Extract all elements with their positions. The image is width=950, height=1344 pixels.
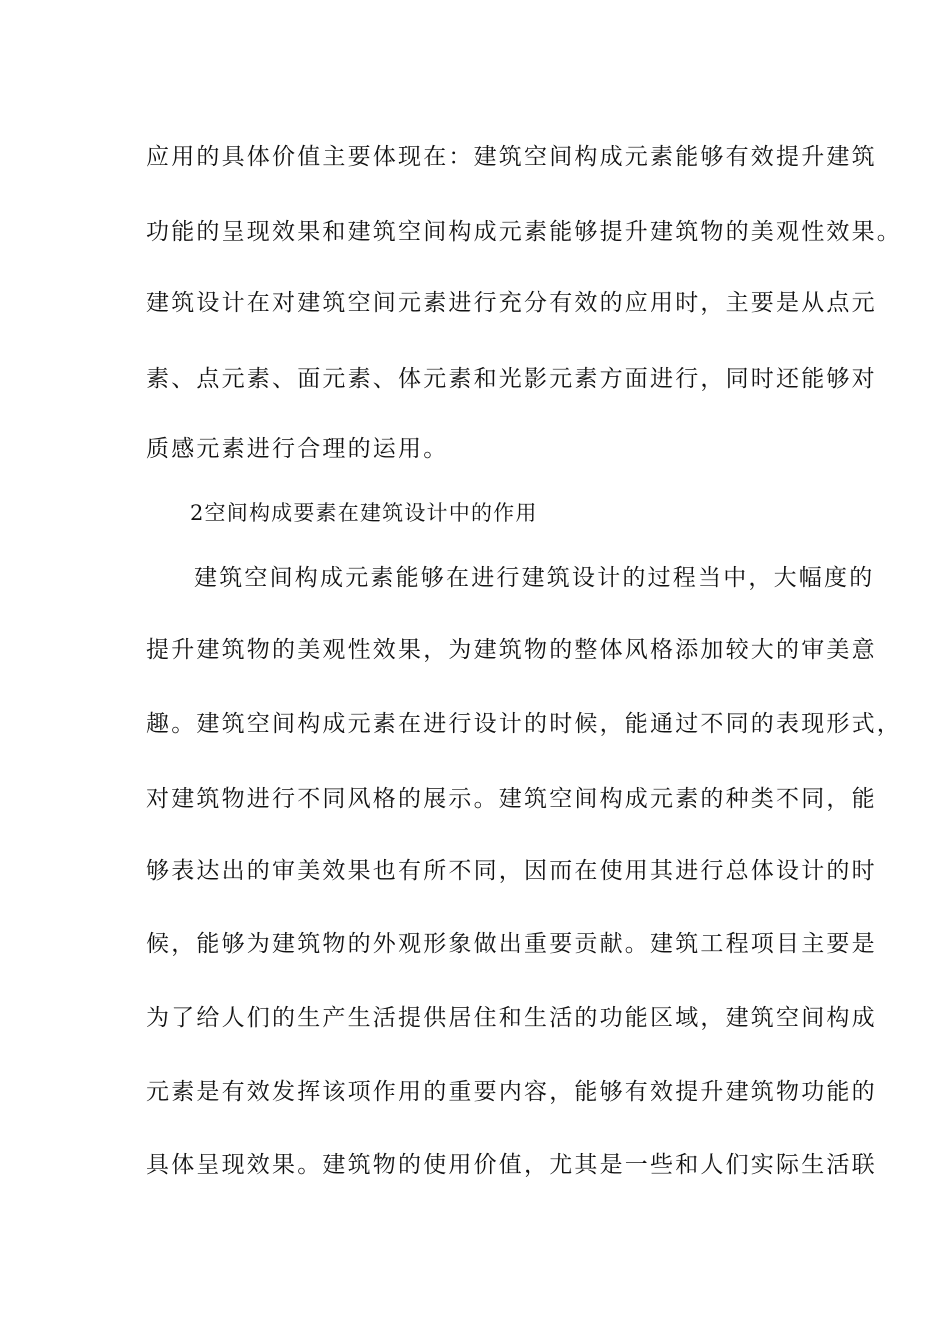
section-heading: 2空间构成要素在建筑设计中的作用: [190, 501, 538, 525]
text-line: 提升建筑物的美观性效果，为建筑物的整体风格添加较大的审美意: [146, 637, 877, 663]
text-line: 对建筑物进行不同风格的展示。建筑空间构成元素的种类不同，能: [146, 786, 877, 812]
text-line: 具体呈现效果。建筑物的使用价值，尤其是一些和人们实际生活联: [146, 1152, 877, 1178]
text-line: 候，能够为建筑物的外观形象做出重要贡献。建筑工程项目主要是: [146, 931, 877, 957]
text-line: 建筑空间构成元素能够在进行建筑设计的过程当中，大幅度的: [194, 565, 875, 591]
text-line: 够表达出的审美效果也有所不同，因而在使用其进行总体设计的时: [146, 858, 877, 884]
text-line: 元素是有效发挥该项作用的重要内容，能够有效提升建筑物功能的: [146, 1079, 877, 1105]
text-line: 趣。建筑空间构成元素在进行设计的时候，能通过不同的表现形式，: [146, 711, 902, 737]
text-line: 质感元素进行合理的运用。: [146, 436, 449, 462]
text-line: 素、点元素、面元素、体元素和光影元素方面进行，同时还能够对: [146, 366, 877, 392]
text-line: 应用的具体价值主要体现在：建筑空间构成元素能够有效提升建筑: [146, 144, 877, 170]
text-line: 为了给人们的生产生活提供居住和生活的功能区域，建筑空间构成: [146, 1005, 877, 1031]
text-line: 功能的呈现效果和建筑空间构成元素能够提升建筑物的美观性效果。: [146, 219, 902, 245]
text-line: 建筑设计在对建筑空间元素进行充分有效的应用时，主要是从点元: [146, 290, 877, 316]
